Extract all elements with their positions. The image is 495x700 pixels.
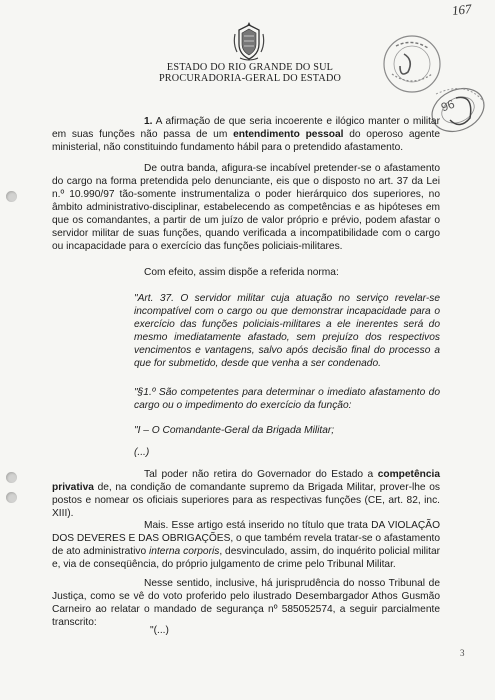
- paragraph-5-text: Mais. Esse artigo está inserido no título que trata DA VIOLAÇÃO DOS DEVERES E DAS OBRIGAÇÕES, o que também revela tratar-se o afastamento de ato administrativo: [52, 520, 440, 557]
- binder-hole: [6, 492, 17, 503]
- paragraph-4: [52, 468, 440, 520]
- quoted-paragraph-1: "§1.º São competentes para determinar o imediato afastamento do cargo ou o impedimento do exercício da função:: [134, 387, 440, 411]
- binder-hole: [6, 191, 17, 202]
- paragraph-5-latin-term: interna corporis: [149, 546, 220, 557]
- paragraph-5-text-end: , desvinculado, assim, do inquérito policial militar e, via de conseqüência, do próprio julgamento de crime pelo Tribunal Militar.: [52, 546, 440, 570]
- paragraph-4-text: Tal poder não retira do Governador do Estado a: [144, 469, 378, 480]
- quoted-item-i: "I – O Comandante-Geral da Brigada Militar;: [134, 425, 335, 436]
- quoted-article-37: "Art. 37. O servidor militar cuja atuação no serviço revelar-se incompatível com o cargo ou que demonstrar incapacidade para o exercício das funções policiais-militares a ele inerentes será do mesmo imediatamente afastado, sem prejuízo dos respectivos vencimentos e vantagens, salvo após decisão final do processo a que for submetido, desde que venha a ser condenado.: [134, 293, 440, 369]
- paragraph-1-emphasis: entendimento pessoal: [233, 129, 344, 140]
- paragraph-number: 1.: [144, 116, 153, 127]
- paragraph-5: [52, 519, 440, 571]
- state-coat-of-arms-icon: [232, 22, 266, 62]
- paragraph-4-emphasis: competência privativa: [52, 469, 440, 493]
- quoted-ellipsis: (...): [134, 447, 150, 458]
- paragraph-6: Nesse sentido, inclusive, há jurisprudência do nosso Tribunal de Justiça, como se vê do voto proferido pelo ilustrado Desembargador Athos Gusmão Carneiro ao relatar o mandado de segurança nº 585052574, a seguir parcialmente transcrito:: [52, 578, 440, 628]
- paragraph-4-text-end: de, na condição de comandante supremo da Brigada Militar, prover-lhe os postos e nomear os oficiais superiores para as respectivas funções (CE, art. 82, inc. XIII).: [52, 482, 440, 519]
- header-agency-name: PROCURADORIA-GERAL DO ESTADO: [158, 73, 342, 84]
- header-state-name: ESTADO DO RIO GRANDE DO SUL: [166, 62, 334, 73]
- quoted-opening: "(...): [150, 625, 169, 636]
- stamp-number: 96: [439, 96, 457, 115]
- paragraph-1-text: A afirmação de que seria incoerente e ilógico manter o militar em suas funções não passa de um: [52, 116, 440, 140]
- paragraph-1-text-end: do operoso agente ministerial, não constituindo fundamento hábil para o pretendido afastamento.: [52, 129, 440, 153]
- paragraph-2: De outra banda, afigura-se incabível pretender-se o afastamento do cargo na forma pretendida pelo denunciante, eis que o disposto no art. 37 da Lei n.º 10.990/97 tão-somente instrumentaliza o poder hierárquico dos superiores, no âmbito administrativo-disciplinar, estabelecendo as competências e as hipóteses em que os comandantes, a partir de um juízo de valor próprio e prévio, podem afastar o servidor militar de suas funções, quando verificada a incompatibilidade com o cargo ou incapacidade para o exercício das funções policiais-militares.: [52, 163, 440, 252]
- binder-hole: [6, 472, 17, 483]
- folio-number: 167: [451, 1, 473, 18]
- paragraph-1: [52, 115, 440, 154]
- page-number: 3: [460, 648, 465, 658]
- paragraph-3: Com efeito, assim dispõe a referida norma:: [144, 267, 339, 278]
